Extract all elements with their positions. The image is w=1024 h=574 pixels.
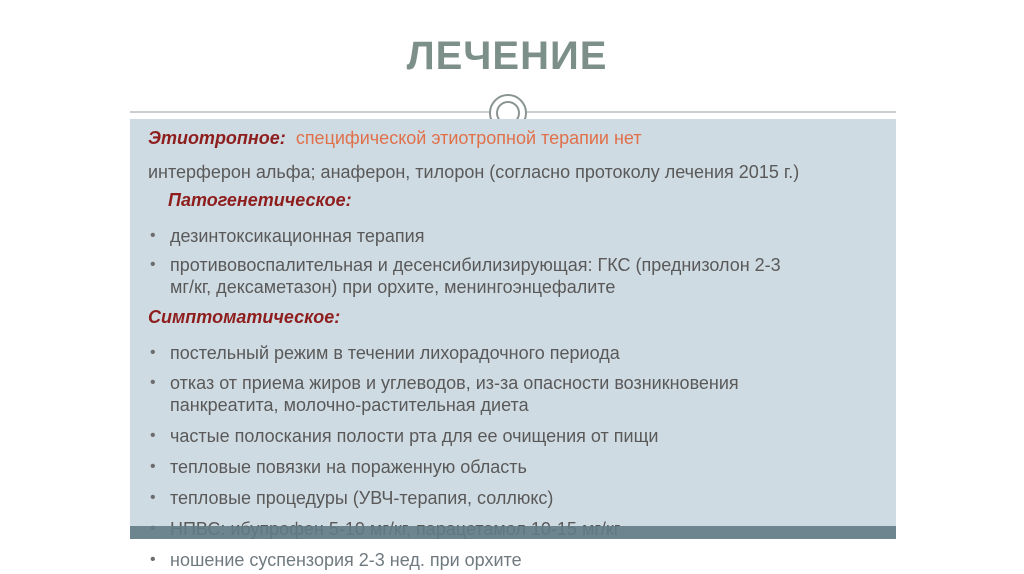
list-item bbox=[148, 425, 886, 447]
bullet-icon: • bbox=[150, 489, 156, 506]
list-item bbox=[148, 456, 886, 478]
list-item-text: дезинтоксикационная терапия bbox=[170, 226, 425, 246]
list-item-text: ношение суспензория 2-3 нед. при орхите bbox=[170, 550, 522, 570]
etiotropic-heading: Этиотропное: bbox=[148, 128, 286, 148]
list-item bbox=[148, 342, 886, 364]
list-item-text: постельный режим в течении лихорадочного периода bbox=[170, 343, 620, 363]
list-item-text: панкреатита, молочно-растительная диета bbox=[170, 395, 529, 415]
slide-body bbox=[148, 127, 886, 571]
list-item bbox=[148, 487, 886, 509]
bullet-icon: • bbox=[150, 344, 156, 361]
etiotropic-line bbox=[148, 127, 886, 149]
symptomatic-heading: Симптоматическое: bbox=[148, 307, 341, 327]
list-item-text: мг/кг, дексаметазон) при орхите, менингоэнцефалите bbox=[170, 277, 616, 297]
list-item-text: тепловые процедуры (УВЧ-терапия, соллюкс) bbox=[170, 488, 554, 508]
etiotropic-text: специфической этиотропной терапии нет bbox=[295, 128, 642, 148]
panel-footer-bar bbox=[130, 526, 896, 539]
bullet-icon: • bbox=[150, 227, 156, 244]
etiotropic-detail: интерферон альфа; анаферон, тилорон (согласно протоколу лечения 2015 г.) bbox=[148, 162, 800, 182]
bullet-icon: • bbox=[150, 551, 156, 568]
bullet-icon: • bbox=[150, 256, 156, 273]
list-item-text: противовоспалительная и десенсибилизирующая: ГКС (преднизолон 2-3 bbox=[170, 255, 781, 275]
bullet-icon: • bbox=[150, 374, 156, 391]
list-item bbox=[148, 254, 886, 298]
bullet-icon: • bbox=[150, 427, 156, 444]
content-panel bbox=[130, 119, 896, 570]
slide-title: ЛЕЧЕНИЕ bbox=[406, 34, 608, 78]
pathogenetic-heading: Патогенетическое: bbox=[168, 190, 352, 210]
bullet-icon: • bbox=[150, 458, 156, 475]
list-item bbox=[148, 225, 886, 247]
pathogenetic-list bbox=[148, 225, 886, 298]
list-item-text: тепловые повязки на пораженную область bbox=[170, 457, 527, 477]
list-item-text: частые полоскания полости рта для ее очищения от пищи bbox=[170, 426, 659, 446]
list-item bbox=[148, 372, 886, 416]
list-item-text: отказ от приема жиров и углеводов, из-за опасности возникновения bbox=[170, 373, 739, 393]
list-item bbox=[148, 549, 886, 571]
